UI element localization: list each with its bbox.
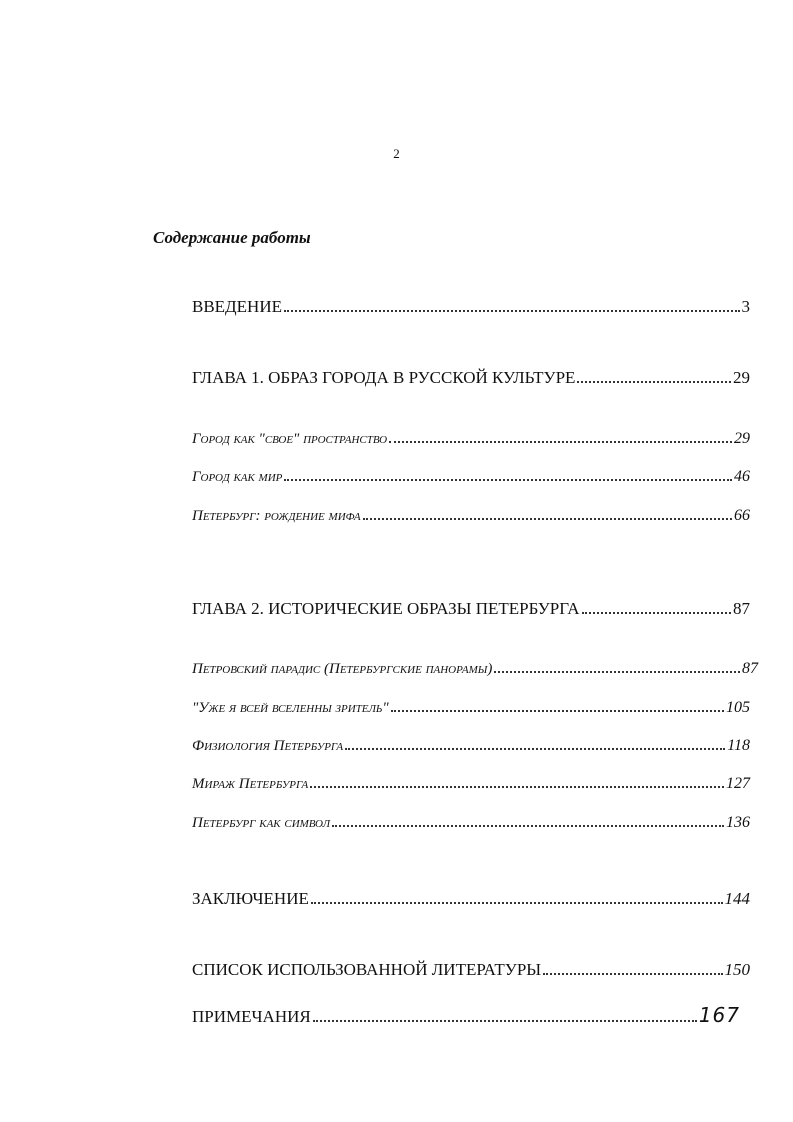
toc-entry-label: Петербург как символ	[192, 815, 331, 831]
toc-entry-page: 87	[742, 660, 758, 677]
toc-entry-introduction[interactable]	[192, 297, 750, 317]
toc-entry-city-own-space[interactable]	[192, 430, 750, 448]
dot-leader	[391, 710, 724, 712]
toc-entry-page: 105	[726, 699, 750, 716]
toc-entry-mirage[interactable]	[192, 775, 750, 793]
toc-entry-page: 144	[724, 889, 750, 908]
toc-entry-page: 3	[741, 297, 750, 316]
dot-leader	[389, 441, 732, 443]
toc-entry-label: ВВЕДЕНИЕ	[192, 297, 282, 316]
toc-entry-conclusion[interactable]	[192, 889, 750, 909]
toc-entry-page: 127	[726, 775, 750, 792]
toc-entry-page: 118	[727, 737, 750, 754]
toc-entry-bibliography[interactable]	[192, 960, 750, 980]
toc-entry-chapter-1[interactable]	[192, 368, 750, 388]
toc-entry-page: 150	[724, 960, 750, 979]
dot-leader	[311, 902, 723, 904]
dot-leader	[543, 973, 722, 975]
toc-entry-label: "Уже я всей вселенны зритель"	[192, 700, 389, 716]
page-number: 2	[393, 146, 400, 161]
dot-leader	[284, 479, 732, 481]
toc-entry-label: Петровский парадис (Петербургские панорамы)	[192, 661, 493, 677]
toc-entry-label: Город как "свое" пространство	[192, 431, 388, 447]
toc-title: Содержание работы	[153, 228, 311, 247]
toc-entry-page-handwritten: 167	[698, 1003, 740, 1027]
dot-leader	[284, 310, 740, 312]
toc-entry-page: 29	[733, 368, 750, 387]
toc-entry-label: Город как мир	[192, 469, 283, 485]
toc-entry-symbol[interactable]	[192, 814, 750, 832]
toc-entry-label: ГЛАВА 1. ОБРАЗ ГОРОДА В РУССКОЙ КУЛЬТУРЕ	[192, 368, 576, 387]
toc-entry-label: Физиология Петербурга	[192, 738, 344, 754]
toc-entry-page: 136	[726, 814, 750, 831]
toc-entry-label: Петербург: рождение мифа	[192, 508, 361, 524]
toc-entry-page: 87	[733, 599, 750, 618]
dot-leader	[310, 786, 724, 788]
toc-entry-page: 66	[734, 507, 750, 524]
toc-entry-chapter-2[interactable]	[192, 599, 750, 619]
dot-leader	[345, 748, 725, 750]
toc-entry-physiology[interactable]	[192, 737, 750, 755]
toc-entry-universe-spectator[interactable]	[192, 699, 750, 717]
toc-entry-label: ПРИМЕЧАНИЯ	[192, 1007, 311, 1026]
toc-entry-label: СПИСОК ИСПОЛЬЗОВАННОЙ ЛИТЕРАТУРЫ	[192, 960, 542, 979]
dot-leader	[577, 381, 731, 383]
toc-entry-label: ЗАКЛЮЧЕНИЕ	[192, 889, 309, 908]
dot-leader	[494, 671, 740, 673]
toc-entry-label: Мираж Петербурга	[192, 776, 309, 792]
dot-leader	[313, 1020, 697, 1022]
dot-leader	[582, 612, 731, 614]
dot-leader	[332, 825, 724, 827]
toc-entry-city-as-world[interactable]	[192, 468, 750, 486]
toc-entry-page: 46	[734, 468, 750, 485]
toc-entry-petrovsky-paradise[interactable]	[192, 660, 758, 678]
toc-entry-petersburg-myth[interactable]	[192, 507, 750, 525]
toc-entry-page: 29	[734, 430, 750, 447]
dot-leader	[363, 518, 732, 520]
toc-entry-notes[interactable]	[192, 1003, 740, 1027]
toc-entry-label: ГЛАВА 2. ИСТОРИЧЕСКИЕ ОБРАЗЫ ПЕТЕРБУРГА	[192, 599, 580, 618]
